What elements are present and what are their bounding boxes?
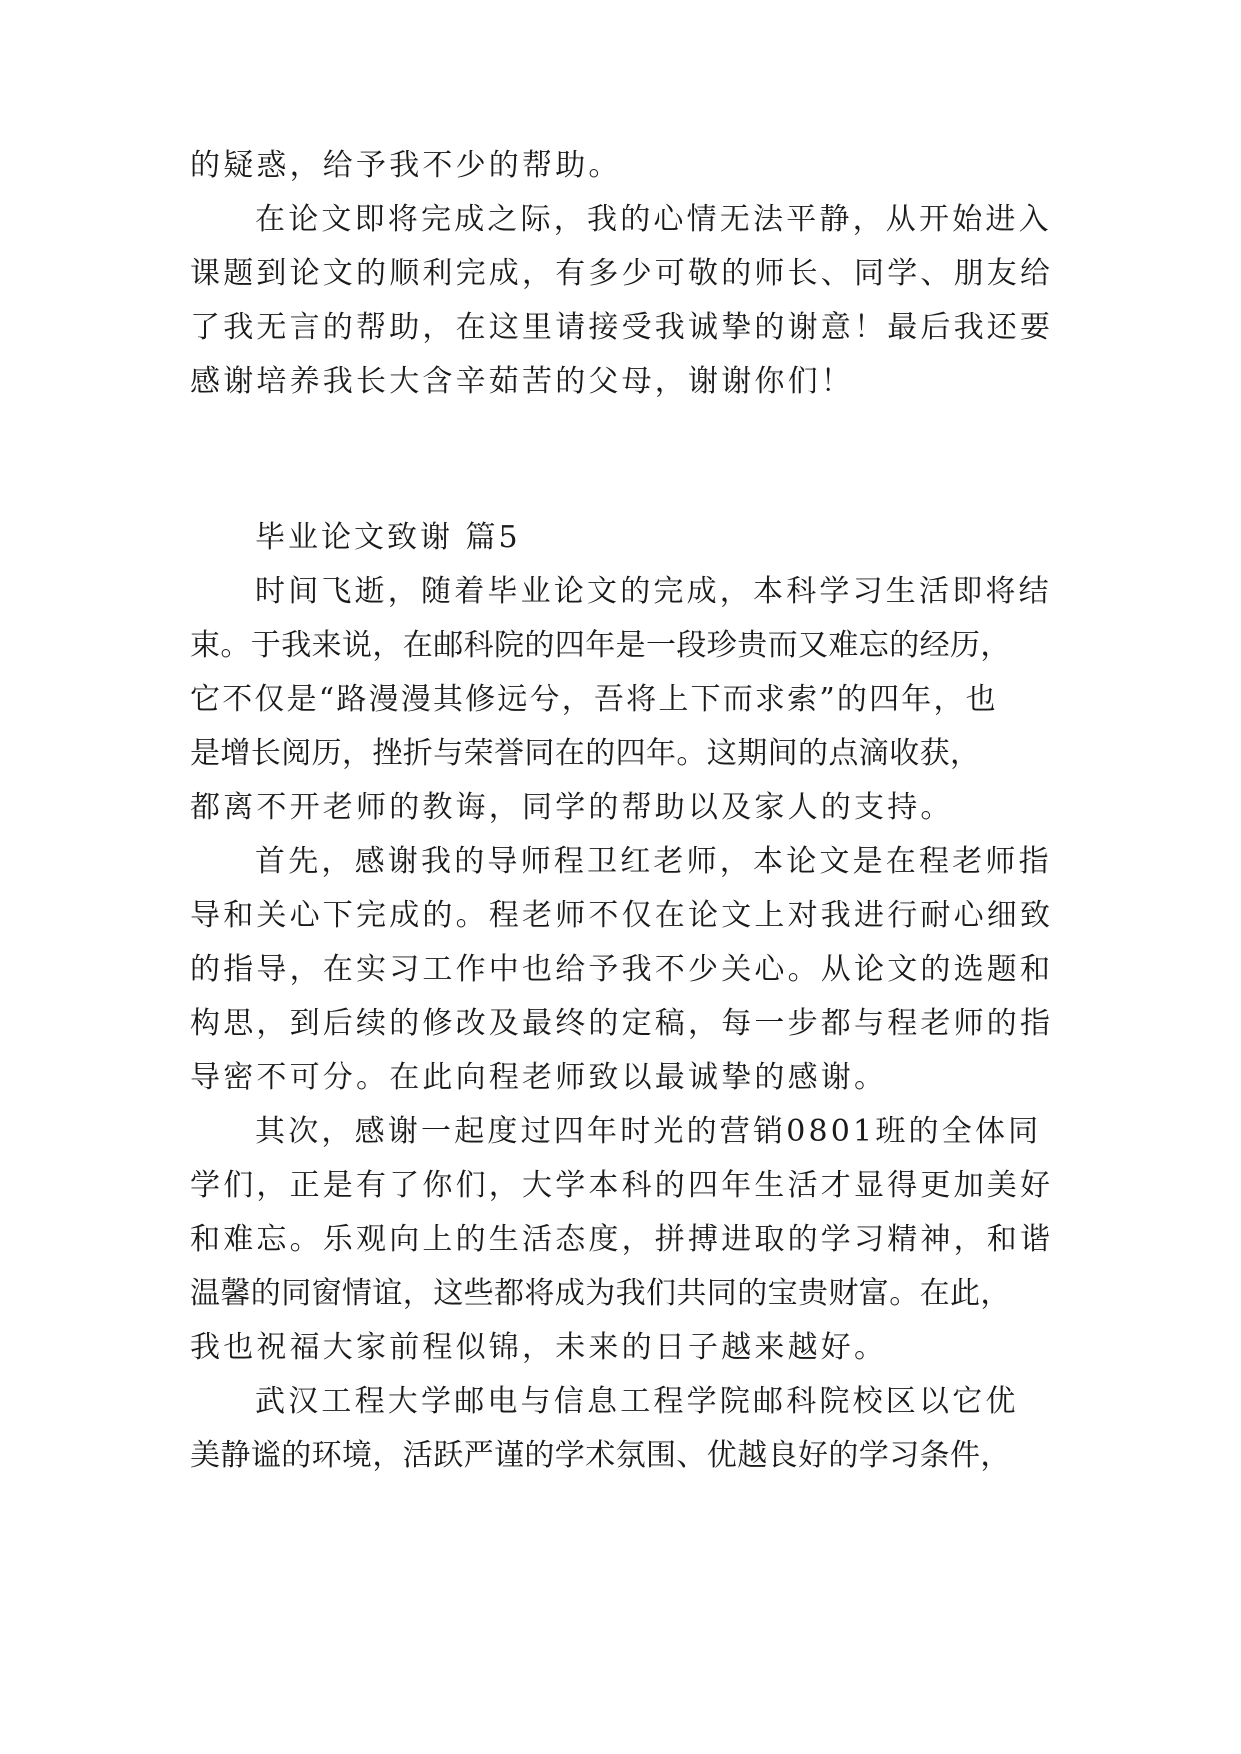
paragraph-first-line: 武汉工程大学邮电与信息工程学院邮科院校区以它优 bbox=[255, 1384, 1019, 1419]
text-line: 构思，到后续的修改及最终的定稿，每一步都与程老师的指 bbox=[190, 1006, 1054, 1041]
text-line: 课题到论文的顺利完成，有多少可敬的师长、同学、朋友给 bbox=[190, 256, 1054, 291]
section-heading: 毕业论文致谢 篇5 bbox=[255, 520, 521, 555]
text-line: 都离不开老师的教诲，同学的帮助以及家人的支持。 bbox=[190, 790, 954, 825]
text-line: 的疑惑，给予我不少的帮助。 bbox=[190, 148, 622, 183]
text-line: 美静谧的环境，活跃严谨的学术氛围、优越良好的学习条件， bbox=[190, 1438, 1011, 1473]
text-line: 学们，正是有了你们，大学本科的四年生活才显得更加美好 bbox=[190, 1168, 1054, 1203]
text-line: 和难忘。乐观向上的生活态度，拼搏进取的学习精神，和谐 bbox=[190, 1222, 1054, 1257]
paragraph-first-line: 首先，感谢我的导师程卫红老师，本论文是在程老师指 bbox=[255, 844, 1052, 879]
text-line: 它不仅是“路漫漫其修远兮，吾将上下而求索”的四年，也 bbox=[190, 682, 998, 717]
text-line: 导和关心下完成的。程老师不仅在论文上对我进行耐心细致 bbox=[190, 898, 1054, 933]
paragraph-first-line: 在论文即将完成之际，我的心情无法平静，从开始进入 bbox=[255, 202, 1052, 237]
text-line: 的指导，在实习工作中也给予我不少关心。从论文的选题和 bbox=[190, 952, 1054, 987]
text-line: 温馨的同窗情谊，这些都将成为我们共同的宝贵财富。在此， bbox=[190, 1276, 1011, 1311]
paragraph-first-line: 其次，感谢一起度过四年时光的营销0801班的全体同 bbox=[255, 1114, 1042, 1149]
text-line: 了我无言的帮助，在这里请接受我诚挚的谢意！最后我还要 bbox=[190, 310, 1054, 345]
paragraph-first-line: 时间飞逝，随着毕业论文的完成，本科学习生活即将结 bbox=[255, 574, 1052, 609]
text-line: 我也祝福大家前程似锦，未来的日子越来越好。 bbox=[190, 1330, 888, 1365]
text-line: 是增长阅历，挫折与荣誉同在的四年。这期间的点滴收获， bbox=[190, 736, 981, 771]
text-line: 束。于我来说，在邮科院的四年是一段珍贵而又难忘的经历， bbox=[190, 628, 1011, 663]
text-line: 导密不可分。在此向程老师致以最诚挚的感谢。 bbox=[190, 1060, 888, 1095]
text-line: 感谢培养我长大含辛茹苦的父母，谢谢你们！ bbox=[190, 364, 854, 399]
